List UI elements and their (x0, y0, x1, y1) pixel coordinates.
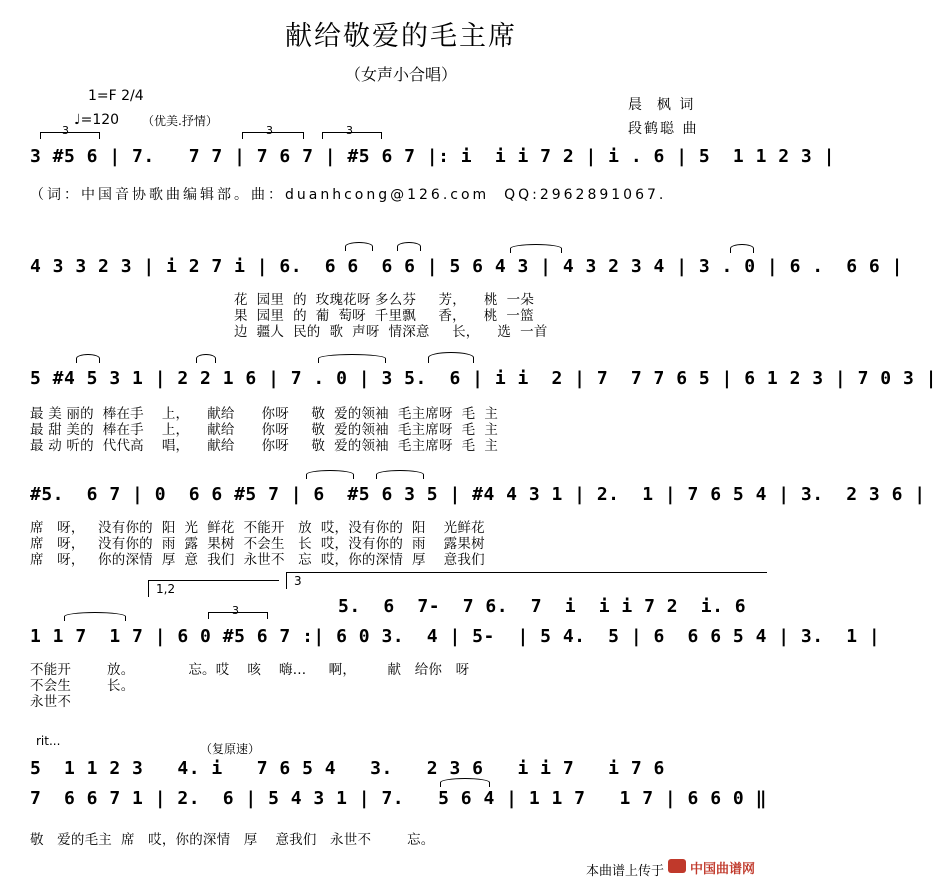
triplet-bracket (40, 132, 100, 139)
upper-voice-line-6: 5 1 1 2 3 4. i 7 6 5 4 3. 2 3 6 i i 7 i 7 6 (30, 758, 665, 779)
volta-label-3: 3 (294, 574, 302, 588)
slur (376, 470, 424, 479)
lyrics-verse-1: 最 美 丽的 棒在手 上， 献给 你呀 敬 爱的领袖 毛主席呀 毛 主 (30, 406, 499, 422)
lyricist-credit: 晨 枫 词 (628, 97, 696, 113)
composer-credit: 段鹤聪 曲 (628, 121, 699, 137)
slur (318, 354, 386, 363)
slur (196, 354, 216, 363)
slur (428, 352, 474, 363)
lyrics-verse-3: 边 疆人 民的 歌 声呀 情深意 长， 选 一首 (234, 324, 548, 340)
slur (397, 242, 421, 251)
triplet-number: 3 (266, 124, 273, 137)
lyrics-verse-3: 席 呀， 你的深情 厚 意 我们 永世不 忘 哎，你的深情 厚 意我们 (30, 552, 485, 568)
lyrics-verse-3: 最 动 听的 代代高 唱， 献给 你呀 敬 爱的领袖 毛主席呀 毛 主 (30, 438, 499, 454)
site-logo-icon (668, 859, 686, 873)
triplet-number: 3 (346, 124, 353, 137)
triplet-bracket (242, 132, 304, 139)
song-title: 献给敬爱的毛主席 (285, 21, 517, 52)
notation-line-1: 3 #5 6 | 7. 7 7 | 7 6 7 | #5 6 7 |: i i i 7 2 | i . 6 | 5 1 1 2 3 | (30, 146, 835, 167)
volta-label-1-2: 1,2 (156, 582, 176, 596)
notation-line-5: 1 1 7 1 7 | 6 0 #5 6 7 :| 6 0 3. 4 | 5- | 5 4. 5 | 6 6 6 5 4 | 3. 1 | (30, 626, 881, 647)
lyrics-verse-2: 最 甜 美的 棒在手 上， 献给 你呀 敬 爱的领袖 毛主席呀 毛 主 (30, 422, 499, 438)
slur (306, 470, 354, 479)
slur (440, 778, 490, 787)
lyrics-verse-3: 永世不 (30, 694, 72, 710)
song-subtitle: （女声小合唱） (344, 65, 457, 84)
slur (345, 242, 373, 251)
lyrics-verse-2: 不会生 长。 (30, 678, 135, 694)
ritardando-marking: rit... (36, 734, 61, 748)
upload-note: 本曲谱上传于 (586, 864, 665, 879)
volta-bracket-3 (286, 572, 767, 589)
tempo-marking: ♩=120 (74, 112, 120, 128)
staff-spacer (30, 168, 770, 169)
key-time-signature: 1=F 2/4 (88, 88, 144, 104)
expression-marking: （优美.抒情） (142, 114, 218, 128)
site-name[interactable]: 中国曲谱网 (690, 862, 756, 877)
lyrics-verse-2: 果 园里 的 葡 萄呀 千里飘 香， 桃 一篮 (234, 308, 534, 324)
lyrics-verse-2: 席 呀， 没有你的 雨 露 果树 不会生 长 哎，没有你的 雨 露果树 (30, 536, 485, 552)
triplet-number: 3 (232, 604, 239, 617)
slur (64, 612, 126, 621)
lyrics-verse-1: 不能开 放。 忘。哎 咳 嗨... 啊， 献 给你 呀 (30, 662, 470, 678)
slur (510, 244, 562, 253)
notation-line-2: 4 3 3 2 3 | i 2 7 i | 6. 6 6 6 6 | 5 6 4 3 | 4 3 2 3 4 | 3 . 0 | 6 . 6 6 | (30, 256, 903, 277)
slur (730, 244, 754, 253)
lyrics-line-6: 敬 爱的毛主 席 哎，你的深情 厚 意我们 永世不 忘。 (30, 832, 435, 848)
lyrics-verse-1: 花 园里 的 玫瑰花呀 多么芬 芳， 桃 一朵 (234, 292, 535, 308)
credits-line: （词：中国音协歌曲编辑部。曲：duanhcong@126.com QQ:2962891067. (30, 187, 667, 203)
notation-line-3: 5 #4 5 3 1 | 2 2 1 6 | 7 . 0 | 3 5. 6 | i i 2 | 7 7 7 6 5 | 6 1 2 3 | 7 0 3 | (30, 368, 937, 389)
lyrics-verse-1: 席 呀， 没有你的 阳 光 鲜花 不能开 放 哎，没有你的 阳 光鲜花 (30, 520, 485, 536)
triplet-number: 3 (62, 124, 69, 137)
slur (76, 354, 100, 363)
notation-line-6: 7 6 6 7 1 | 2. 6 | 5 4 3 1 | 7. 5 6 4 | 1 1 7 1 7 | 6 6 0 ‖ (30, 788, 767, 809)
tempo-restore-marking: （复原速） (200, 742, 261, 756)
upper-voice-line-5: 5. 6 7- 7 6. 7 i i i 7 2 i. 6 (338, 596, 747, 617)
notation-line-4: #5. 6 7 | 0 6 6 #5 7 | 6 #5 6 3 5 | #4 4 3 1 | 2. 1 | 7 6 5 4 | 3. 2 3 6 | (30, 484, 926, 505)
